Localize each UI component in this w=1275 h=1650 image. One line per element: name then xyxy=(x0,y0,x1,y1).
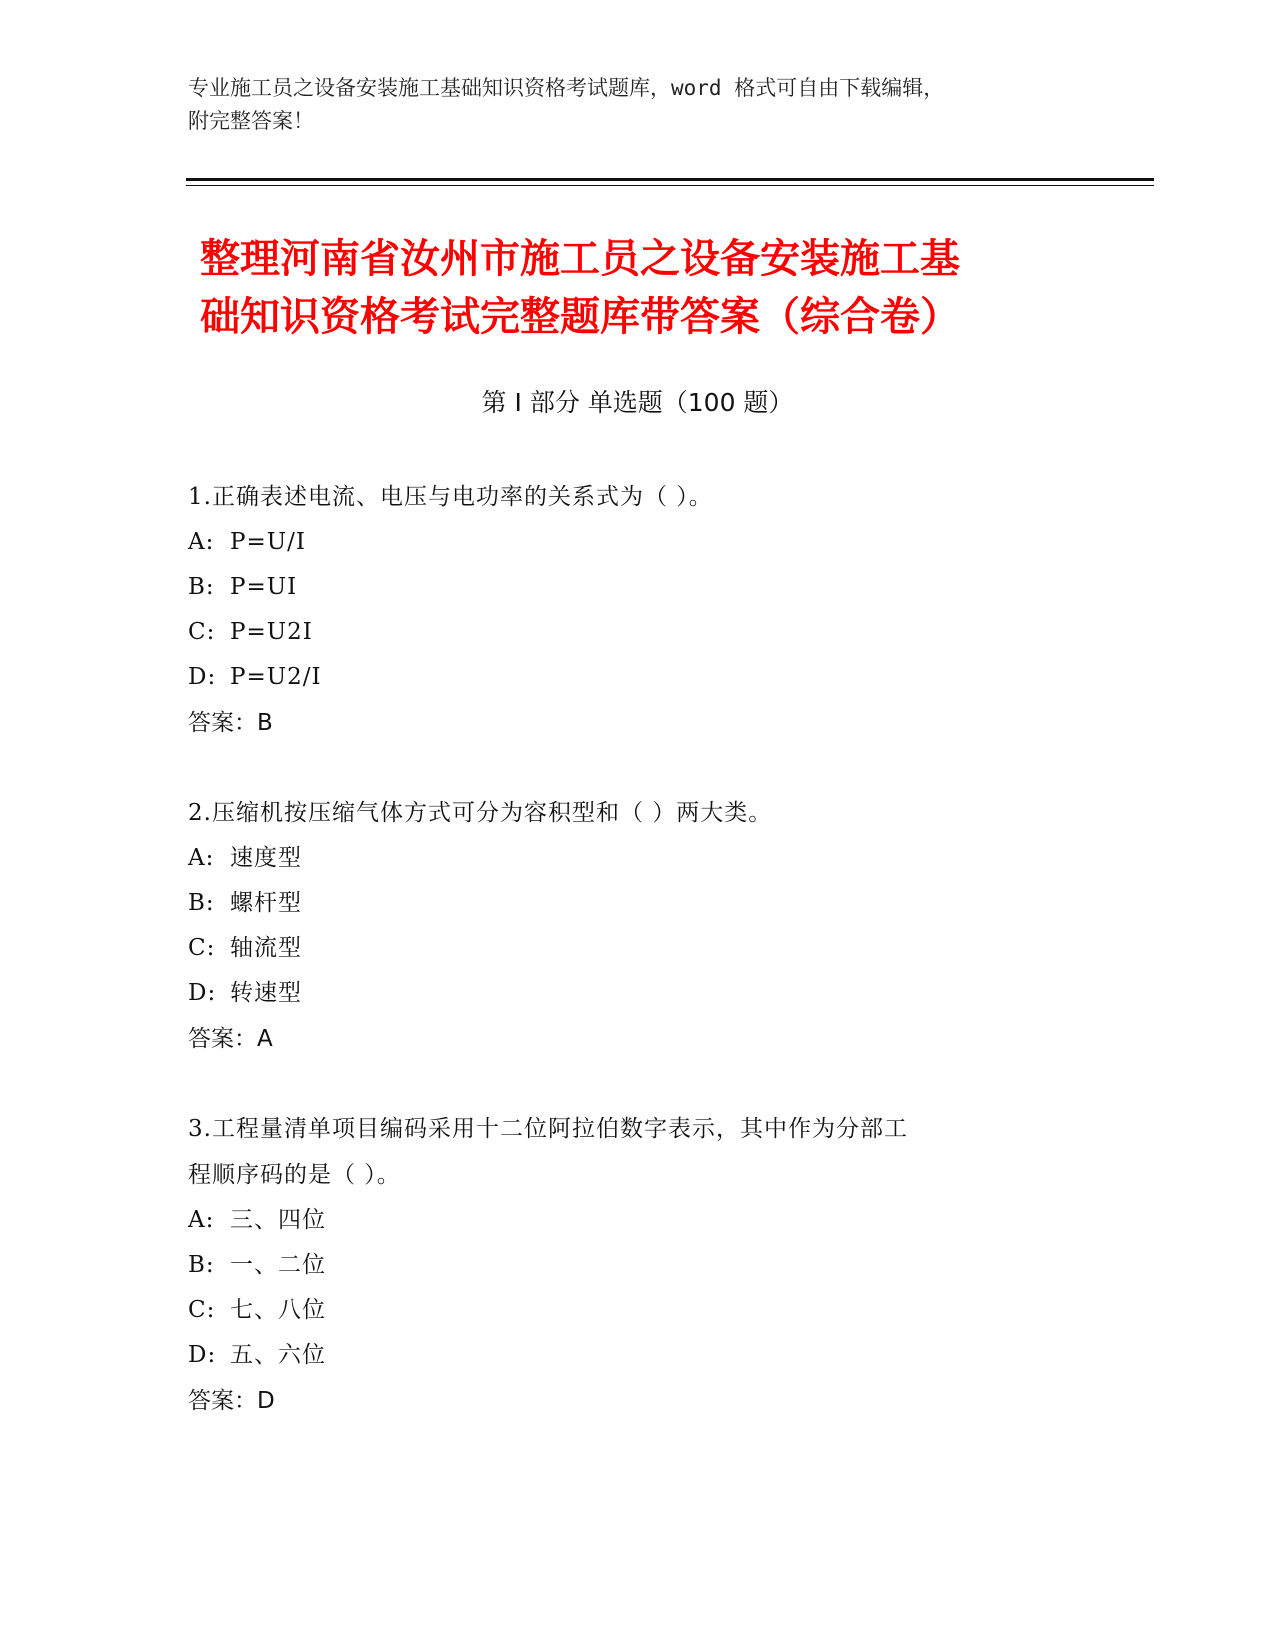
option-b xyxy=(188,565,1088,610)
option-a xyxy=(188,1198,1088,1243)
question-3 xyxy=(188,1106,1088,1424)
option-a xyxy=(188,836,1088,881)
option-d xyxy=(188,1333,1088,1378)
question-2 xyxy=(188,790,1088,1062)
section-heading: 第 I 部分 单选题（100 题） xyxy=(481,388,794,417)
question-stem-line: 1.正确表述电流、电压与电功率的关系式为（ ）。 xyxy=(188,484,713,510)
question-1 xyxy=(188,474,1088,746)
question-stem xyxy=(188,790,1088,836)
option-text: 五、六位 xyxy=(230,1342,326,1368)
option-text: 转速型 xyxy=(230,980,302,1006)
option-letter: A: xyxy=(188,529,215,555)
question-stem xyxy=(188,1106,1088,1198)
option-c xyxy=(188,610,1088,655)
document-title xyxy=(200,230,1100,346)
option-c xyxy=(188,926,1088,971)
option-a xyxy=(188,520,1088,565)
option-text: 一、二位 xyxy=(230,1252,326,1278)
answer-label: 答案：D xyxy=(188,1388,275,1414)
option-text: 七、八位 xyxy=(230,1297,326,1323)
answer-label: 答案：A xyxy=(188,1026,273,1052)
option-text: P=U/I xyxy=(230,529,306,555)
option-letter: D: xyxy=(188,1342,217,1368)
option-text: 螺杆型 xyxy=(230,890,302,916)
option-text: P=UI xyxy=(230,574,298,600)
option-text: P=U2/I xyxy=(230,664,322,690)
option-letter: D: xyxy=(188,664,217,690)
option-letter: D: xyxy=(188,980,217,1006)
document-title-line: 整理河南省汝州市施工员之设备安装施工基 xyxy=(200,236,960,282)
option-letter: C: xyxy=(188,619,216,645)
question-stem-line: 3.工程量清单项目编码采用十二位阿拉伯数字表示，其中作为分部工 xyxy=(188,1116,908,1142)
option-letter: B: xyxy=(188,890,215,916)
option-d xyxy=(188,655,1088,700)
option-b xyxy=(188,881,1088,926)
option-letter: C: xyxy=(188,1297,216,1323)
header-note-line: 专业施工员之设备安装施工基础知识资格考试题库，word 格式可自由下载编辑， xyxy=(188,76,945,100)
header-note-line: 附完整答案！ xyxy=(188,109,314,133)
question-stem-line: 2.压缩机按压缩气体方式可分为容积型和（ ）两大类。 xyxy=(188,800,773,826)
option-letter: A: xyxy=(188,1207,215,1233)
option-d xyxy=(188,971,1088,1016)
option-text: 速度型 xyxy=(230,845,302,871)
question-stem-line: 程顺序码的是（ ）。 xyxy=(188,1162,401,1188)
header-note xyxy=(188,72,1088,138)
option-b xyxy=(188,1243,1088,1288)
answer-label: 答案：B xyxy=(188,710,273,736)
question-stem xyxy=(188,474,1088,520)
option-letter: B: xyxy=(188,574,215,600)
option-letter: B: xyxy=(188,1252,215,1278)
option-text: P=U2I xyxy=(230,619,313,645)
option-text: 三、四位 xyxy=(230,1207,326,1233)
option-text: 轴流型 xyxy=(230,935,302,961)
option-c xyxy=(188,1288,1088,1333)
option-letter: A: xyxy=(188,845,215,871)
header-divider-thick xyxy=(186,178,1154,181)
option-letter: C: xyxy=(188,935,216,961)
document-title-line: 础知识资格考试完整题库带答案（综合卷） xyxy=(200,294,960,340)
header-divider-thin xyxy=(186,185,1154,186)
